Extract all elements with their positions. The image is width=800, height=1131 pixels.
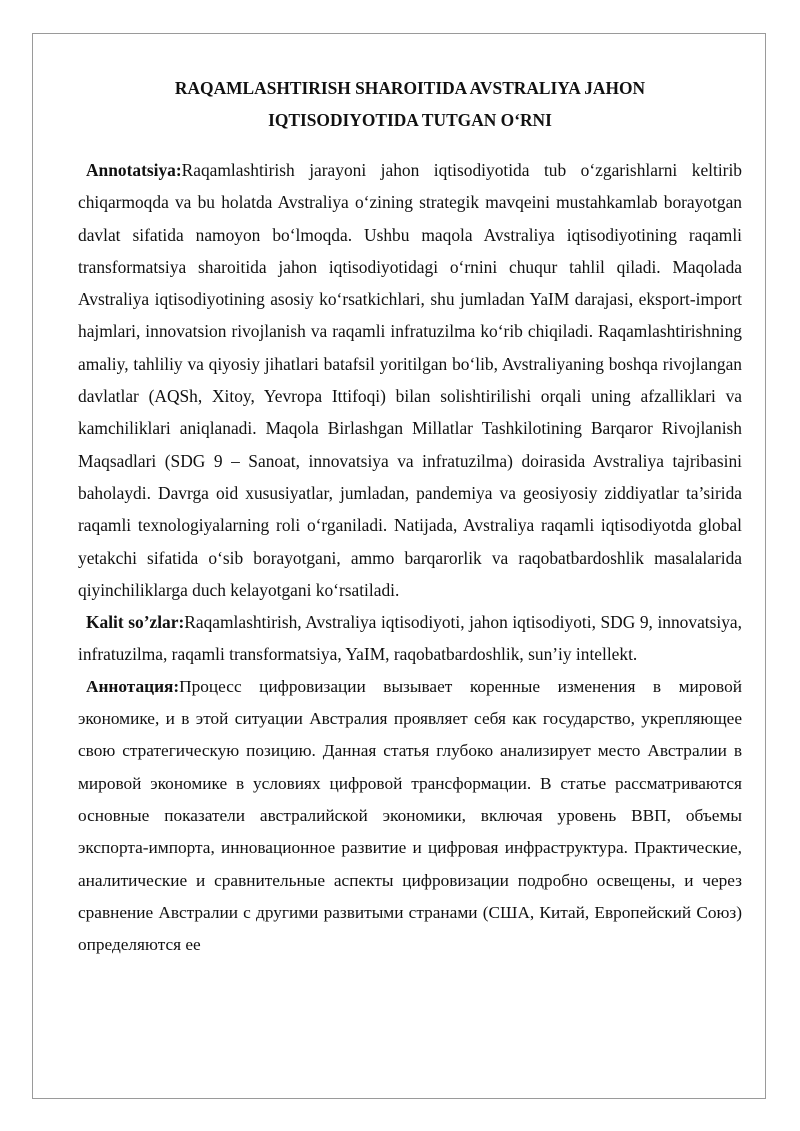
document-body [78, 72, 742, 961]
annotation-uz-text: Raqamlashtirish jarayoni jahon iqtisodiyotida tub o‘zgarishlarni keltirib chiqarmoqda va bu holatda Avstraliya o‘zining strategik mavqeini mustahkamlab borayotgan davlat sifatida namoyon bo‘lmoqda. Ushbu maqola Avstraliya iqtisodiyotining raqamli transformatsiya sharoitida jahon iqtisodiyotidagi o‘rnini chuqur tahlil qiladi. Maqolada Avstraliya iqtisodiyotining asosiy ko‘rsatkichlari, shu jumladan YaIM darajasi, eksport-import hajmlari, innovatsion rivojlanish va raqamli infratuzilma ko‘rib chiqiladi. Raqamlashtirishning amaliy, tahliliy va qiyosiy jihatlari batafsil yoritilgan bo‘lib, Avstraliyaning boshqa rivojlangan davlatlar (AQSh, Xitoy, Yevropa Ittifoqi) bilan solishtirilishi orqali uning afzalliklari va kamchiliklari aniqlanadi. Maqola Birlashgan Millatlar Tashkilotining Barqaror Rivojlanish Maqsadlari (SDG 9 – Sanoat, innovatsiya va infratuzilma) doirasida Avstraliya tajribasini baholaydi. Davrga oid xususiyatlar, jumladan, pandemiya va geosiyosiy ziddiyatlar ta’sirida raqamli texnologiyalarning roli o‘rganiladi. Natijada, Avstraliya raqamli iqtisodiyotda global yetakchi sifatida o‘sib borayotgani, ammo barqarorlik va raqobatbardoshlik masalalarida qiyinchiliklarga duch kelayotgani ko‘rsatiladi. [78, 160, 742, 600]
keywords-uz-label: Kalit so’zlar: [86, 612, 185, 633]
keywords-uz [78, 606, 742, 671]
keywords-uz-text: Raqamlashtirish, Avstraliya iqtisodiyoti, jahon iqtisodiyoti, SDG 9, innovatsiya, infratuzilma, raqamli transformatsiya, YaIM, raqobatbardoshlik, sun’iy intellekt. [78, 612, 742, 665]
title-line-1: RAQAMLASHTIRISH SHAROITIDA AVSTRALIYA JAHON [174, 78, 646, 98]
annotation-ru-label: Аннотация: [86, 676, 180, 696]
annotation-uz [78, 154, 742, 606]
annotation-ru [78, 671, 742, 962]
annotation-ru-text: Процесс цифровизации вызывает коренные изменения в мировой экономике, и в этой ситуации Австралия проявляет себя как государство, укрепляющее свою стратегическую позицию. Данная статья глубоко анализирует место Австралии в мировой экономике в условиях цифровой трансформации. В статье рассматриваются основные показатели австралийской экономики, включая уровень ВВП, объемы экспорта-импорта, инновационное развитие и цифровая инфраструктура. Практические, аналитические и сравнительные аспекты цифровизации подробно освещены, и через сравнение Австралии с другими развитыми странами (США, Китай, Европейский Союз) определяются ее [78, 676, 742, 955]
title-line-2: IQTISODIYOTIDA TUTGAN O‘RNI [268, 110, 552, 130]
annotation-uz-label: Annotatsiya: [86, 160, 182, 180]
article-title [78, 72, 742, 136]
